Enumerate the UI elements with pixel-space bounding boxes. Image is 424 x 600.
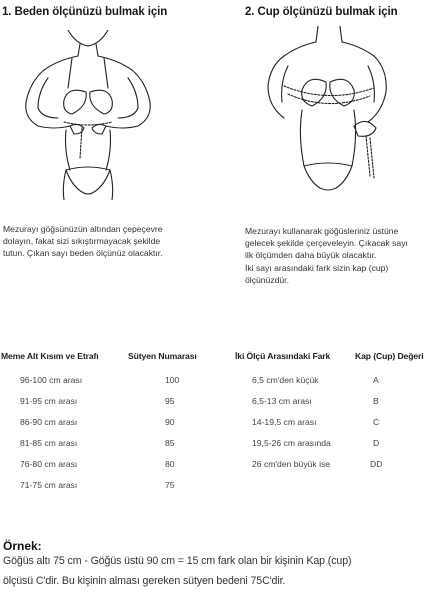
band-table-cell: 91-95 cm arası — [20, 396, 78, 406]
band-table-cell: 85 — [165, 438, 175, 448]
cup-size-instruction-line: İki sayı arasındaki fark sizin kap (cup) — [245, 262, 389, 273]
cup-size-heading: 2. Cup ölçünüzü bulmak için — [245, 6, 398, 18]
cup-size-instructions — [245, 225, 423, 286]
cup-table-header-cup: Kap (Cup) Değeri — [355, 351, 424, 361]
cup-size-instruction-line: Mezurayı kullanarak göğüsleriniz üstüne — [245, 226, 399, 236]
band-table-cell: 81-85 cm arası — [20, 438, 78, 448]
body-size-instruction-line: Mezurayı göğsünüzün altından çepeçevre — [3, 224, 163, 234]
cup-table-cell: C — [373, 417, 380, 427]
band-table-cell: 76-80 cm arası — [20, 459, 78, 469]
example-title: Örnek: — [3, 539, 42, 553]
cup-size-instruction-line: ilk ölçümden daha büyük olacaktır. — [245, 250, 377, 261]
cup-table-cell: 26 cm'den büyük ise — [252, 459, 331, 469]
example-text-line-1: Göğüs altı 75 cm - Göğüs üstü 90 cm = 15 cm fark olan bir kişinin Kap (cup) — [3, 555, 352, 567]
cup-table-cell: D — [373, 438, 380, 448]
cup-table-cell: 14-19,5 cm arası — [252, 417, 317, 427]
cup-table-cell: 6,5-13 cm arası — [252, 396, 312, 406]
band-table-cell: 71-75 cm arası — [20, 480, 78, 490]
cup-size-instruction-line: ölçünüzdür. — [245, 274, 289, 285]
band-table-cell: 75 — [165, 480, 175, 490]
band-table-header-measurement: Meme Alt Kısım ve Etrafı — [1, 351, 99, 361]
band-table-cell: 96-100 cm arası — [20, 375, 83, 385]
band-table-cell: 100 — [165, 375, 180, 385]
cup-table-cell: DD — [370, 459, 383, 469]
band-table-header-size: Sütyen Numarası — [128, 351, 197, 361]
cup-table-cell: 19,5-26 cm arasında — [252, 438, 331, 448]
body-size-instruction-line: tutun. Çıkan sayı beden ölçünüz olacaktır. — [3, 248, 163, 259]
cup-table-cell: 6,5 cm'den küçük — [252, 375, 319, 385]
woman-measuring-bust-icon — [258, 26, 398, 206]
body-size-instruction-line: dolayın, fakat sizi sıkıştırmayacak şekilde — [3, 236, 161, 247]
cup-size-instruction-line: gelecek şekilde çerçeveleyin. Çıkacak sayı — [245, 238, 408, 249]
band-table-cell: 95 — [165, 396, 175, 406]
cup-table-header-difference: İki Ölçü Arasındaki Fark — [235, 351, 331, 361]
band-table-cell: 86-90 cm arası — [20, 417, 78, 427]
woman-measuring-underbust-icon — [8, 30, 168, 200]
body-size-heading: 1. Beden ölçünüzü bulmak için — [2, 6, 168, 18]
cup-table-cell: A — [373, 375, 379, 385]
body-size-instructions — [3, 223, 193, 260]
example-text-line-2: ölçüsü C'dir. Bu kişinin alması gereken sütyen bedeni 75C'dir. — [3, 575, 286, 587]
cup-table-cell: B — [373, 396, 379, 406]
band-table-cell: 90 — [165, 417, 175, 427]
band-table-cell: 80 — [165, 459, 175, 469]
